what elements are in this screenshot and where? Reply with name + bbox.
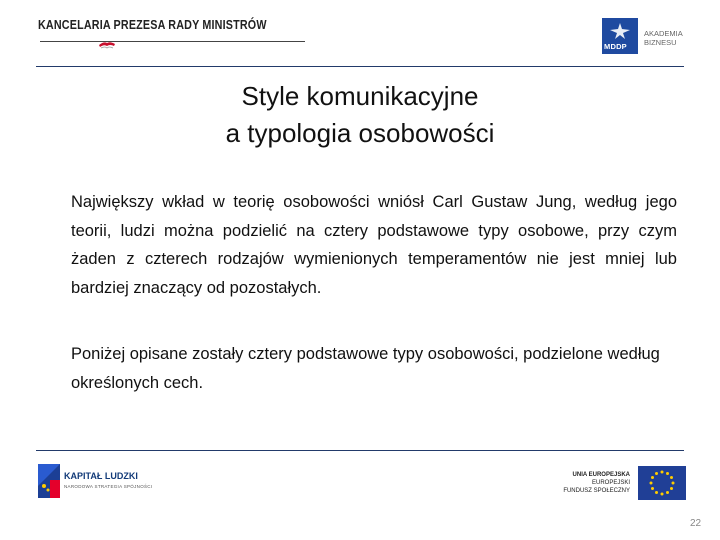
kapital-ludzki-text: KAPITAŁ LUDZKI bbox=[64, 471, 138, 481]
kapital-ludzki-emblem-icon bbox=[38, 464, 60, 498]
slide-title-line2: a typologia osobowości bbox=[225, 118, 495, 148]
mddp-box-text: MDDP bbox=[604, 42, 627, 51]
body-paragraph-2: Poniżej opisane zostały cztery podstawowe typy osobowości, podzielone według określonych cech. bbox=[71, 345, 660, 392]
body-paragraph-1: Największy wkład w teorię osobowości wniósł Carl Gustaw Jung, według jego teorii, ludzi można podzielić na cztery podstawowe typy osobowe, przy czym żaden z czterech rodzajów wymienionych temperamentów nie jest mniej lub bardziej znaczący od pozostałych. bbox=[71, 193, 677, 297]
bottom-divider bbox=[36, 450, 684, 451]
eu-logo-text bbox=[562, 471, 630, 495]
star-icon bbox=[608, 22, 632, 40]
kapital-ludzki-subtext: NARODOWA STRATEGIA SPÓJNOŚCI bbox=[64, 484, 153, 489]
eu-flag-icon bbox=[638, 466, 686, 500]
eu-stars-icon bbox=[638, 466, 686, 500]
mddp-akademia-line2: BIZNESU bbox=[644, 38, 677, 47]
slide-title bbox=[100, 78, 620, 152]
mddp-logo-box bbox=[602, 18, 638, 54]
kapital-ludzki-logo bbox=[38, 462, 168, 502]
eu-logo bbox=[562, 466, 686, 502]
mddp-akademia-text bbox=[644, 29, 683, 47]
page-number: 22 bbox=[690, 518, 702, 529]
kprm-logo-rule bbox=[40, 41, 305, 42]
polish-flag-icon bbox=[98, 40, 116, 52]
kprm-logo-text: KANCELARIA PREZESA RADY MINISTRÓW bbox=[38, 18, 267, 32]
top-divider bbox=[36, 66, 684, 67]
mddp-logo bbox=[602, 18, 697, 54]
slide-title-line1: Style komunikacyjne bbox=[241, 81, 479, 111]
eu-logo-line1: UNIA EUROPEJSKA bbox=[572, 472, 630, 478]
eu-logo-line3: FUNDUSZ SPOŁECZNY bbox=[563, 488, 630, 494]
mddp-akademia-line1: AKADEMIA bbox=[644, 29, 683, 38]
kprm-logo bbox=[38, 18, 308, 54]
eu-logo-line2: EUROPEJSKI bbox=[591, 480, 630, 486]
